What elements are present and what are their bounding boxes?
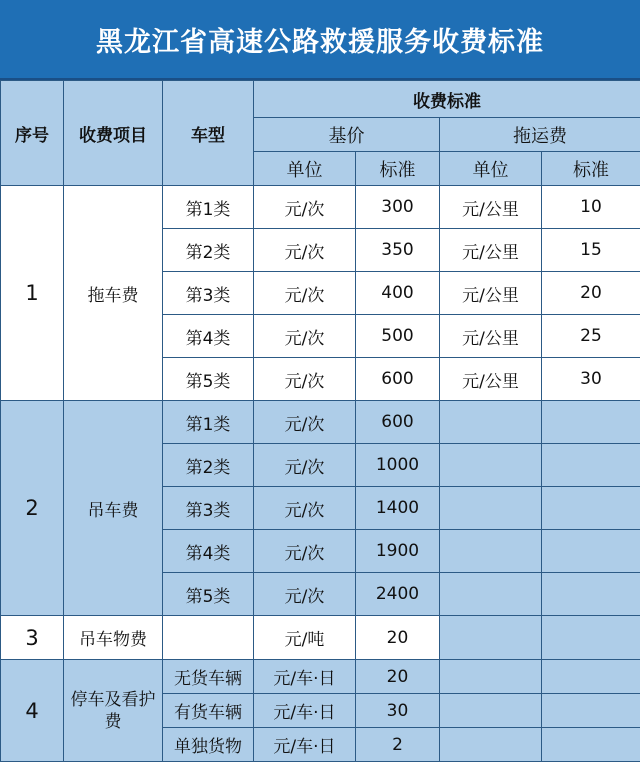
cell-item: 吊车费	[64, 401, 163, 616]
cell-tow-unit: 元/公里	[440, 272, 542, 315]
cell-tow-unit: 元/公里	[440, 229, 542, 272]
cell-base-unit: 元/次	[254, 573, 356, 616]
cell-base-std: 2400	[356, 573, 440, 616]
cell-item: 停车及看护费	[64, 660, 163, 762]
cell-item: 吊车物费	[64, 616, 163, 660]
cell-seq: 2	[1, 401, 64, 616]
cell-tow-unit-empty	[440, 573, 542, 616]
cell-tow-std-empty	[542, 573, 640, 616]
cell-base-unit: 元/次	[254, 229, 356, 272]
cell-tow-std-empty	[542, 487, 640, 530]
cell-base-std: 600	[356, 401, 440, 444]
cell-tow-std-empty	[542, 401, 640, 444]
cell-base-unit: 元/次	[254, 401, 356, 444]
cell-base-std: 1000	[356, 444, 440, 487]
cell-base-std: 600	[356, 358, 440, 401]
cell-base-unit: 元/车·日	[254, 694, 356, 728]
cell-tow-std-empty	[542, 694, 640, 728]
table-row	[1, 401, 640, 444]
header-type: 车型	[163, 81, 254, 186]
cell-type: 第1类	[163, 186, 254, 229]
cell-base-std: 350	[356, 229, 440, 272]
cell-type: 第5类	[163, 573, 254, 616]
cell-type: 有货车辆	[163, 694, 254, 728]
cell-seq: 1	[1, 186, 64, 401]
cell-base-unit: 元/次	[254, 186, 356, 229]
header-seq: 序号	[1, 81, 64, 186]
cell-tow-std: 30	[542, 358, 640, 401]
cell-item: 拖车费	[64, 186, 163, 401]
cell-base-unit: 元/次	[254, 444, 356, 487]
cell-base-unit: 元/次	[254, 272, 356, 315]
cell-type: 无货车辆	[163, 660, 254, 694]
header-item: 收费项目	[64, 81, 163, 186]
cell-tow-std: 15	[542, 229, 640, 272]
cell-seq: 4	[1, 660, 64, 762]
cell-base-std: 20	[356, 616, 440, 660]
cell-tow-std-empty	[542, 616, 640, 660]
cell-type: 第5类	[163, 358, 254, 401]
cell-tow-unit-empty	[440, 530, 542, 573]
header-tow-unit: 单位	[440, 152, 542, 186]
table-row	[1, 616, 640, 660]
cell-type: 第4类	[163, 530, 254, 573]
cell-type: 单独货物	[163, 728, 254, 762]
cell-base-std: 2	[356, 728, 440, 762]
cell-tow-unit-empty	[440, 694, 542, 728]
cell-base-std: 1400	[356, 487, 440, 530]
page-title: 黑龙江省高速公路救援服务收费标准	[0, 0, 640, 80]
cell-tow-std-empty	[542, 728, 640, 762]
cell-tow-unit-empty	[440, 616, 542, 660]
cell-tow-std-empty	[542, 530, 640, 573]
cell-tow-std: 10	[542, 186, 640, 229]
cell-base-unit: 元/吨	[254, 616, 356, 660]
header-standard: 收费标准	[254, 81, 640, 118]
cell-base-std: 500	[356, 315, 440, 358]
header-tow-std: 标准	[542, 152, 640, 186]
fee-table	[0, 80, 640, 762]
cell-tow-unit: 元/公里	[440, 315, 542, 358]
cell-tow-std-empty	[542, 660, 640, 694]
cell-tow-unit-empty	[440, 444, 542, 487]
cell-base-unit: 元/车·日	[254, 728, 356, 762]
cell-tow-std: 25	[542, 315, 640, 358]
cell-tow-unit: 元/公里	[440, 186, 542, 229]
cell-base-std: 20	[356, 660, 440, 694]
cell-base-unit: 元/次	[254, 487, 356, 530]
cell-type: 第2类	[163, 229, 254, 272]
header-base: 基价	[254, 118, 440, 152]
header-base-std: 标准	[356, 152, 440, 186]
cell-type: 第1类	[163, 401, 254, 444]
cell-base-std: 400	[356, 272, 440, 315]
cell-tow-unit: 元/公里	[440, 358, 542, 401]
cell-type	[163, 616, 254, 660]
cell-tow-unit-empty	[440, 487, 542, 530]
cell-base-std: 30	[356, 694, 440, 728]
table-row	[1, 186, 640, 229]
cell-tow-unit-empty	[440, 728, 542, 762]
fee-table-body	[1, 186, 640, 762]
cell-base-unit: 元/次	[254, 358, 356, 401]
cell-tow-unit-empty	[440, 401, 542, 444]
cell-base-std: 300	[356, 186, 440, 229]
cell-base-unit: 元/车·日	[254, 660, 356, 694]
cell-base-unit: 元/次	[254, 315, 356, 358]
cell-type: 第3类	[163, 272, 254, 315]
cell-seq: 3	[1, 616, 64, 660]
cell-base-std: 1900	[356, 530, 440, 573]
cell-type: 第2类	[163, 444, 254, 487]
cell-type: 第4类	[163, 315, 254, 358]
table-row	[1, 660, 640, 694]
cell-tow-std: 20	[542, 272, 640, 315]
cell-type: 第3类	[163, 487, 254, 530]
cell-tow-unit-empty	[440, 660, 542, 694]
header-base-unit: 单位	[254, 152, 356, 186]
header-tow: 拖运费	[440, 118, 640, 152]
cell-base-unit: 元/次	[254, 530, 356, 573]
cell-tow-std-empty	[542, 444, 640, 487]
